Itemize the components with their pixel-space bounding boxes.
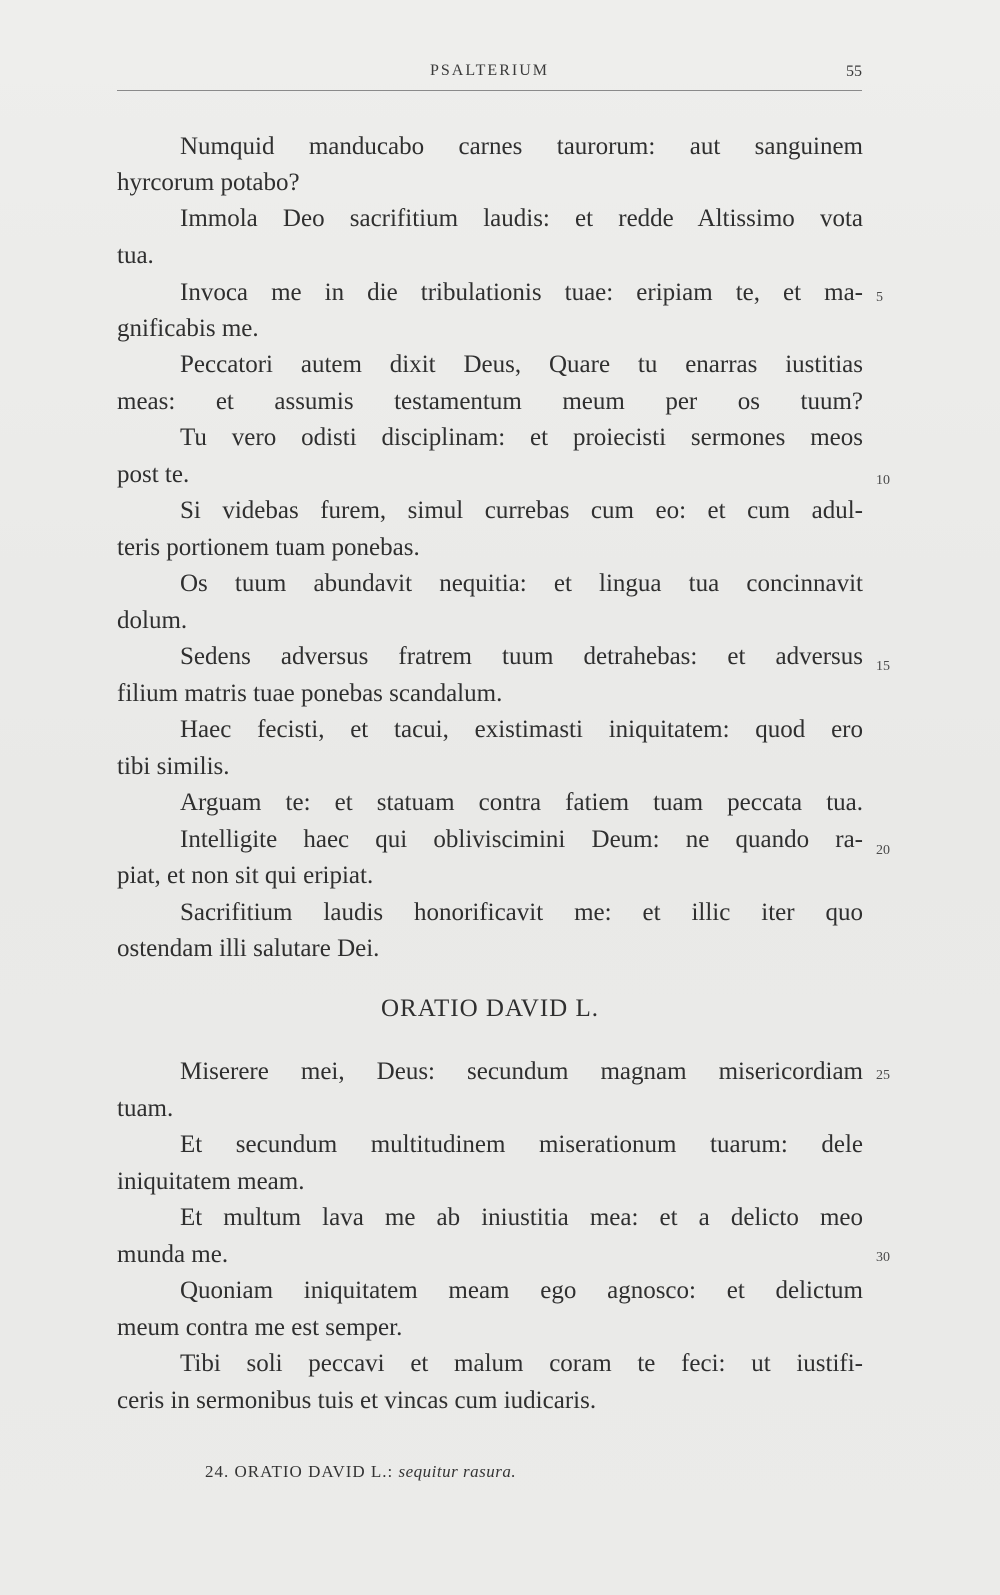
line-number: 10 [876,473,890,488]
text-line: piat, et non sit qui eripiat. [117,862,374,889]
line-number: 30 [876,1250,890,1265]
text-line: Tibi soli peccavi et malum coram te feci: ut iustifi- [180,1350,863,1377]
text-line: iniquitatem meam. [117,1168,305,1195]
text-line: Invoca me in die tribulationis tuae: eripiam te, et ma- [180,279,863,306]
text-line: munda me. [117,1241,229,1268]
section-heading: ORATIO DAVID L. [380,995,599,1022]
text-line: teris portionem tuam ponebas. [117,534,420,561]
footnote [205,1462,516,1482]
text-line: Quoniam iniquitatem meam ego agnosco: et delictum [180,1277,863,1304]
line-number: 5 [876,290,883,305]
text-line: Haec fecisti, et tacui, existimasti iniquitatem: quod ero [180,716,863,743]
text-line: Peccatori autem dixit Deus, Quare tu enarras iustitias [180,351,863,378]
text-line: Intelligite haec qui obliviscimini Deum: ne quando ra- [180,826,863,853]
text-line: Arguam te: et statuam contra fatiem tuam peccata tua. [180,789,863,816]
text-line: meum contra me est semper. [117,1314,403,1341]
text-line: tua. [117,242,154,269]
text-line: Tu vero odisti disciplinam: et proiecisti sermones meos [180,424,863,451]
text-line: Immola Deo sacrifitium laudis: et redde Altissimo vota [180,205,863,232]
text-line: Os tuum abundavit nequitia: et lingua tua concinnavit [180,570,863,597]
running-head [117,60,862,91]
text-line: Sedens adversus fratrem tuum detrahebas: et adversus [180,643,863,670]
text-line: hyrcorum potabo? [117,169,300,196]
line-number: 25 [876,1068,890,1083]
line-number: 20 [876,843,890,858]
text-line: ceris in sermonibus tuis et vincas cum iudicaris. [117,1387,597,1414]
text-line: filium matris tuae ponebas scandalum. [117,680,503,707]
text-line: post te. [117,461,190,488]
line-number: 15 [876,659,890,674]
page-number: 55 [846,63,862,80]
text-line: Et multum lava me ab iniustitia mea: et a delicto meo [180,1204,863,1231]
text-line: Et secundum multitudinem miserationum tuarum: dele [180,1131,863,1158]
text-line: gnificabis me. [117,315,259,342]
text-line: ostendam illi salutare Dei. [117,935,380,962]
running-title: PSALTERIUM [430,62,549,79]
text-line: meas: et assumis testamentum meum per os tuum? [117,388,863,415]
text-line: dolum. [117,607,188,634]
text-line: Miserere mei, Deus: secundum magnam misericordiam [180,1058,863,1085]
text-line: tuam. [117,1095,174,1122]
footnote-reference: 24. ORATIO DAVID L.: [205,1462,394,1481]
text-line: Si videbas furem, simul currebas cum eo: et cum adul- [180,497,863,524]
text-line: Sacrifitium laudis honorificavit me: et illic iter quo [180,899,863,926]
text-line: Numquid manducabo carnes taurorum: aut sanguinem [180,133,863,160]
footnote-note: sequitur rasura. [398,1462,517,1481]
text-line: tibi similis. [117,753,230,780]
